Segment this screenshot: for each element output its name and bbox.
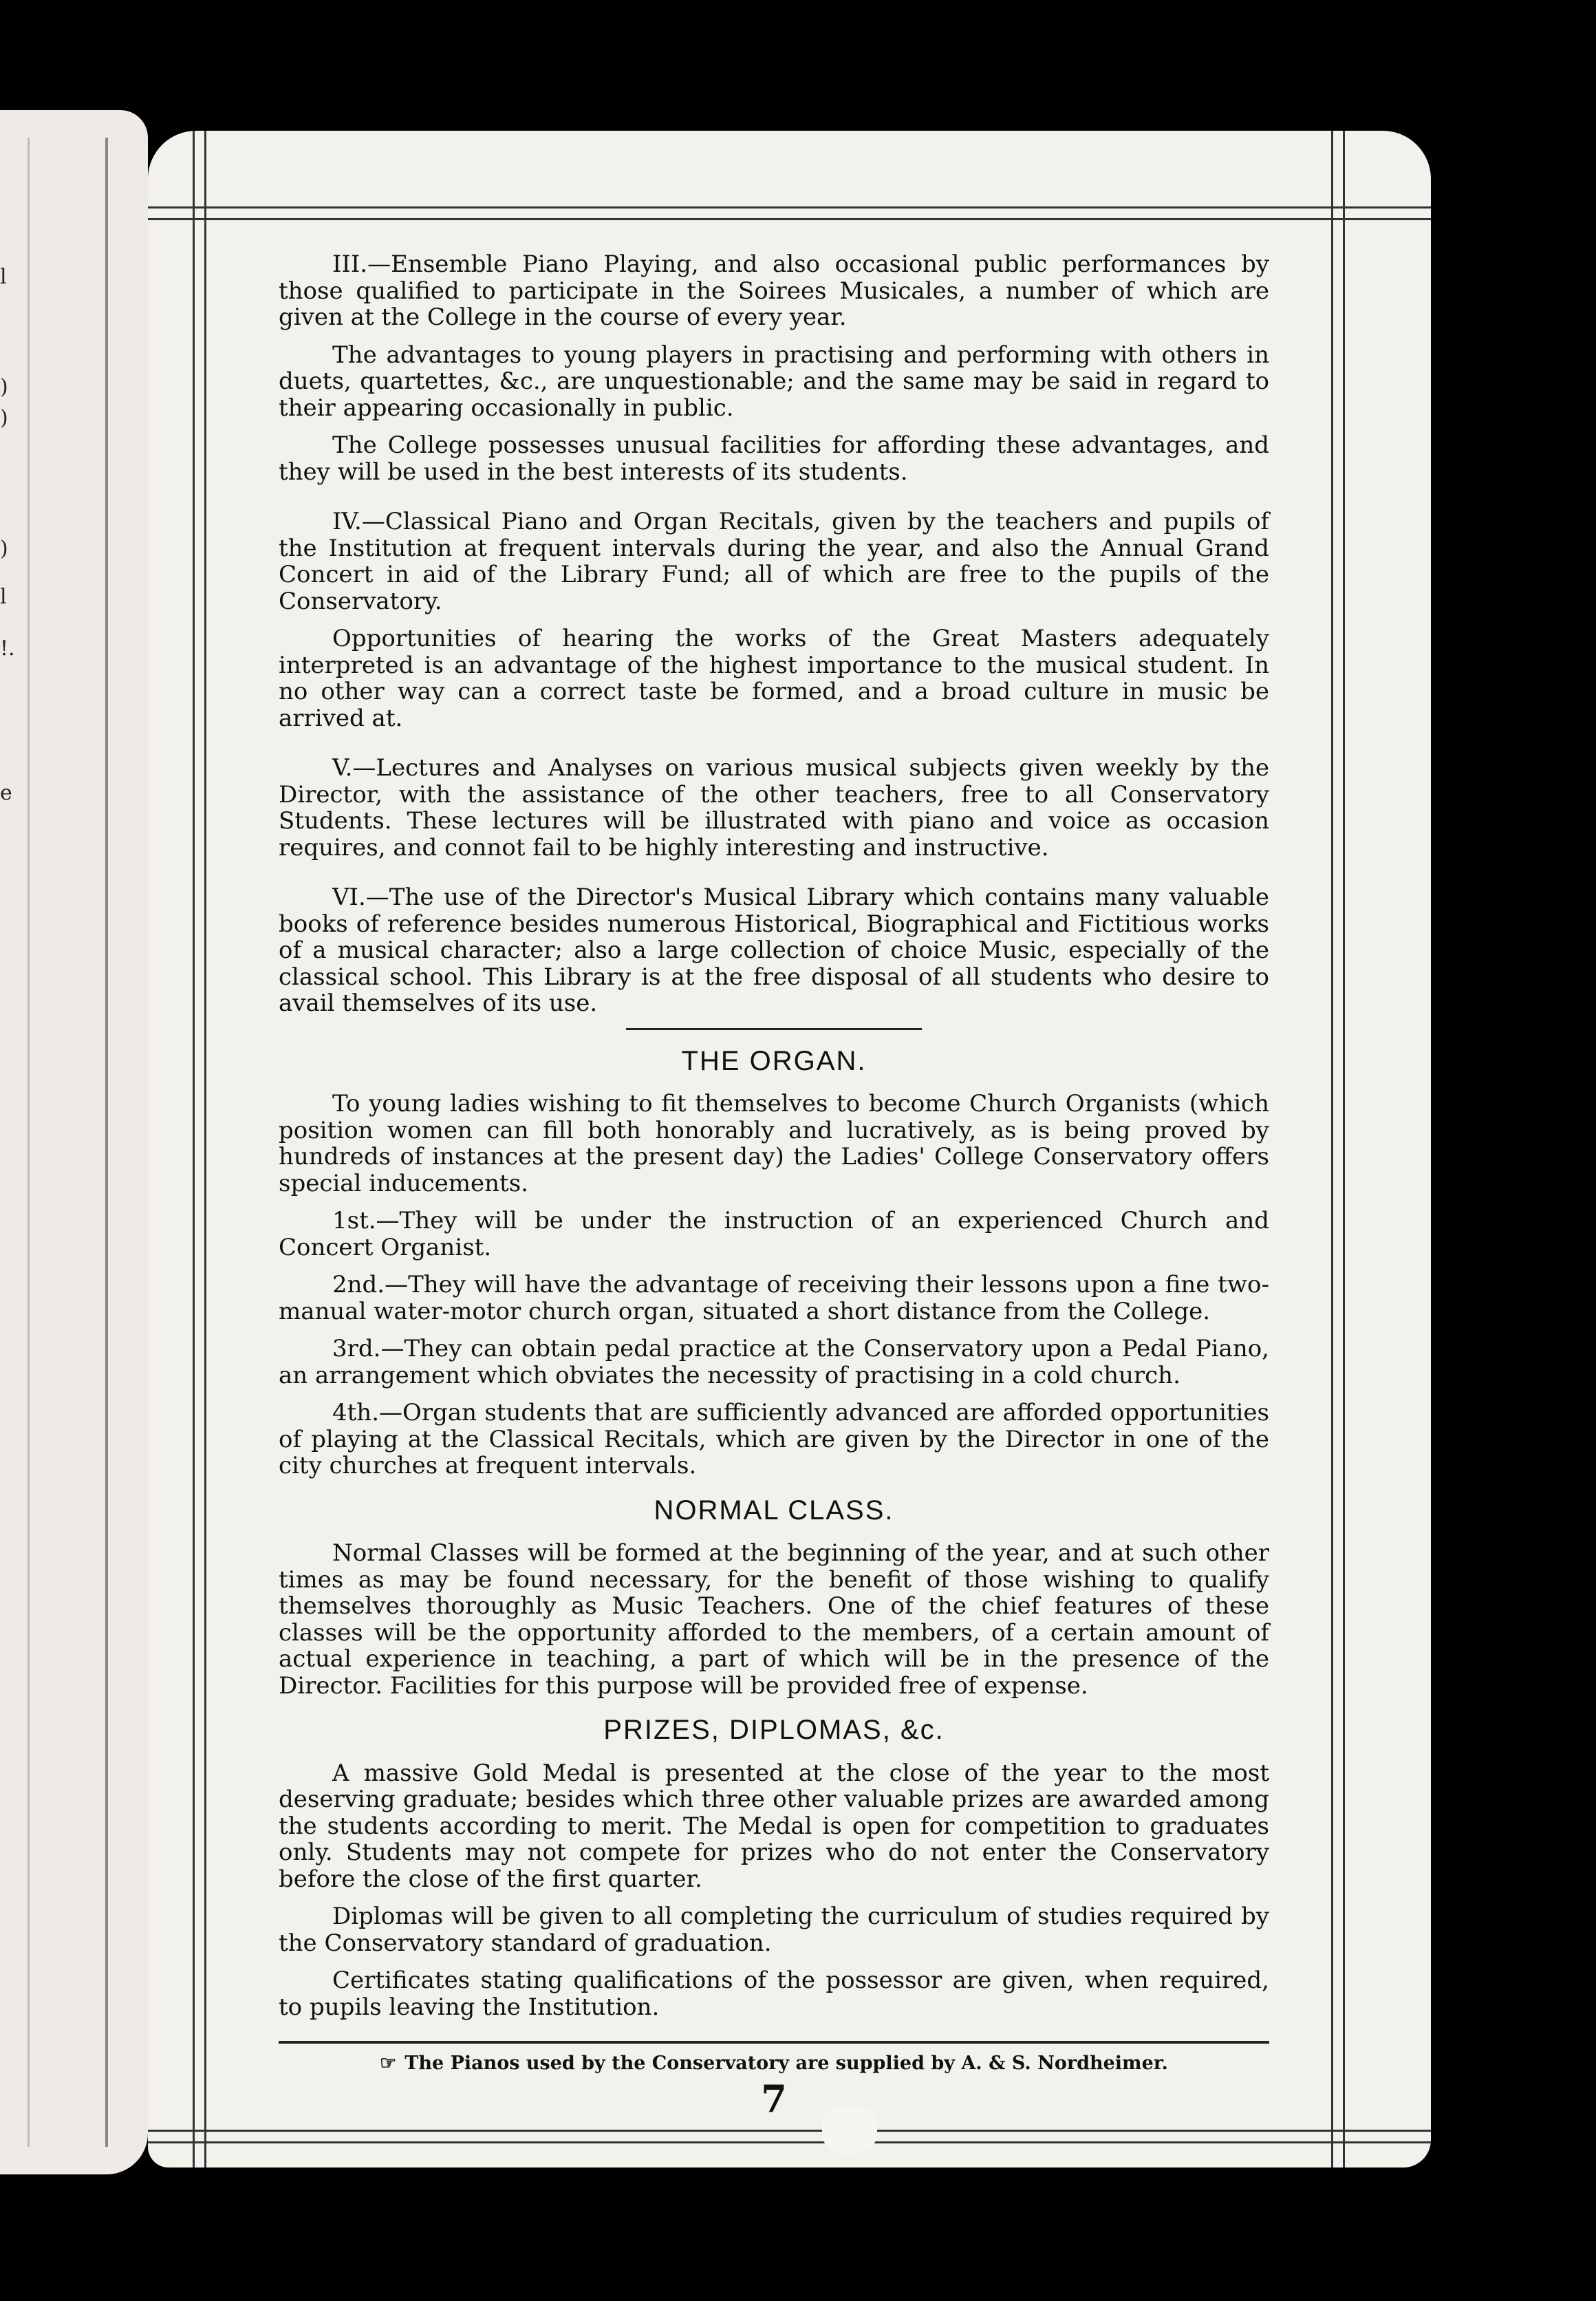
paragraph: To young ladies wishing to fit themselves to become Church Organists (which position women can fill both honorably and lucratively, as is being proved by hundreds of instances at the present day) the Ladies' College Conservatory offers special inducements.: [279, 1090, 1269, 1197]
paragraph: Certificates stating qualifications of the possessor are given, when required, to pupils leaving the Institution.: [279, 1967, 1269, 2021]
margin-mark: ): [0, 375, 8, 399]
previous-page-fragment: [0, 110, 148, 2174]
section-title-normal-class: NORMAL CLASS.: [654, 1495, 894, 1526]
paragraph: A massive Gold Medal is presented at the close of the year to the most deserving graduate; besides which three other valuable prizes are awarded among the students according to merit. The Medal is open for competition to graduates only. Students may not compete for prizes who do not enter the Conservatory before the close of the first quarter.: [279, 1759, 1269, 1893]
margin-mark: ): [0, 406, 8, 430]
paper-blot: [822, 2106, 877, 2154]
paragraph: III.—Ensemble Piano Playing, and also occasional public performances by those qualified to participate in the Soirees Musicales, a number of which are given at the College in the course of every year.: [279, 250, 1269, 331]
footer-note-text: The Pianos used by the Conservatory are supplied by A. & S. Nordheimer.: [405, 2053, 1168, 2074]
footer-rule: [279, 2041, 1269, 2044]
top-border-rule: [148, 206, 1431, 220]
margin-mark: l: [0, 585, 7, 609]
margin-mark: l: [0, 265, 7, 289]
paragraph: V.—Lectures and Analyses on various musical subjects given weekly by the Director, with the assistance of the other teachers, free to all Conservatory Students. These lectures will be illustrated with piano and voice as occasion requires, and connot fail to be highly interesting and instructive.: [279, 754, 1269, 861]
paragraph: Diplomas will be given to all completing the curriculum of studies required by the Conservatory standard of graduation.: [279, 1903, 1269, 1957]
list-item: 4th.—Organ students that are sufficiently advanced are afforded opportunities of playing at the Classical Recitals, which are given by the Director in one of the city churches at frequent intervals.: [279, 1399, 1269, 1479]
section-title-organ: THE ORGAN.: [681, 1045, 867, 1076]
page-body: [279, 250, 1269, 2121]
right-border-rule: [1331, 131, 1345, 2168]
previous-page-border: [28, 138, 108, 2147]
list-item: 2nd.—They will have the advantage of receiving their lessons upon a fine two-manual water-motor church organ, situated a short distance from the College.: [279, 1271, 1269, 1325]
section-title-prizes: PRIZES, DIPLOMAS, &c.: [603, 1715, 945, 1745]
margin-mark: e: [0, 781, 12, 805]
paragraph: Opportunities of hearing the works of the Great Masters adequately interpreted is an advantage of the highest importance to the musical student. In no other way can a correct taste be formed, and a broad culture in music be arrived at.: [279, 625, 1269, 732]
bottom-border-rule: [148, 2130, 1431, 2143]
pointing-hand-icon: ☞: [380, 2053, 397, 2074]
list-item: 1st.—They will be under the instruction of an experienced Church and Concert Organist.: [279, 1207, 1269, 1261]
list-item: 3rd.—They can obtain pedal practice at the Conservatory upon a Pedal Piano, an arrangement which obviates the necessity of practising in a cold church.: [279, 1335, 1269, 1389]
paragraph: IV.—Classical Piano and Organ Recitals, given by the teachers and pupils of the Institution at frequent intervals during the year, and also the Annual Grand Concert in aid of the Library Fund; all of which are free to the pupils of the Conservatory.: [279, 508, 1269, 615]
page-number: 7: [761, 2076, 787, 2121]
footer-note: [279, 2051, 1269, 2077]
margin-mark: !.: [0, 636, 15, 661]
document-page: [148, 131, 1431, 2168]
margin-mark: ): [0, 537, 8, 561]
left-border-rule: [193, 131, 206, 2168]
paragraph: The advantages to young players in practising and performing with others in duets, quartettes, &c., are unquestionable; and the same may be said in regard to their appearing occasionally in public.: [279, 341, 1269, 422]
section-divider: [626, 1028, 922, 1030]
paragraph: The College possesses unusual facilities for affording these advantages, and they will be used in the best interests of its students.: [279, 431, 1269, 486]
paragraph: VI.—The use of the Director's Musical Library which contains many valuable books of reference besides numerous Historical, Biographical and Fictitious works of a musical character; also a large collection of choice Music, especially of the classical school. This Library is at the free disposal of all students who desire to avail themselves of its use.: [279, 884, 1269, 1017]
paragraph: Normal Classes will be formed at the beginning of the year, and at such other times as may be found necessary, for the benefit of those wishing to qualify themselves thoroughly as Music Teachers. One of the chief features of these classes will be the opportunity afforded to the members, of a certain amount of actual experience in teaching, a part of which will be in the presence of the Director. Facilities for this purpose will be provided free of expense.: [279, 1539, 1269, 1700]
